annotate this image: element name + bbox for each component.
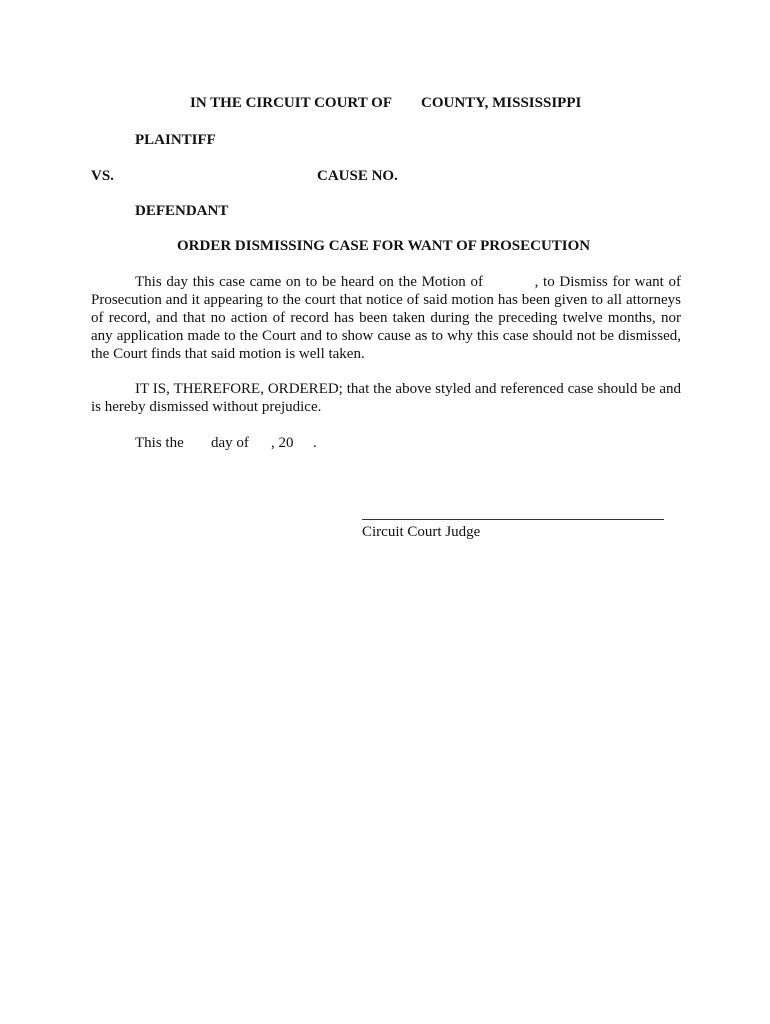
date-line-year: , 20 — [271, 435, 294, 451]
defendant-label: DEFENDANT — [135, 203, 229, 219]
order-title: ORDER DISMISSING CASE FOR WANT OF PROSECUTION — [177, 238, 591, 254]
date-line-period: . — [313, 435, 317, 451]
date-line-day-of: day of — [211, 435, 249, 451]
court-heading-right: COUNTY, MISSISSIPPI — [421, 95, 582, 111]
versus-label: VS. — [91, 168, 114, 184]
order-body-paragraph: This day this case came on to be heard on the Motion of , to Dismiss for want of Prosecution and it appearing to the court that notice of said motion has been given to all attorneys of record, and that no action of record has been taken during the preceding twelve months, nor any application made to the Court and to show cause as to why this case should not be dismissed, the Court finds that said motion is well taken. — [91, 274, 681, 362]
signature-line — [362, 519, 664, 520]
date-line-this-the: This the — [135, 435, 184, 451]
signature-label: Circuit Court Judge — [362, 524, 481, 540]
order-decree-paragraph: IT IS, THEREFORE, ORDERED; that the above styled and referenced case should be and is hereby dismissed without prejudice. — [91, 381, 681, 415]
cause-number-label: CAUSE NO. — [317, 168, 398, 184]
court-heading-left: IN THE CIRCUIT COURT OF — [190, 95, 393, 111]
plaintiff-label: PLAINTIFF — [135, 132, 216, 148]
